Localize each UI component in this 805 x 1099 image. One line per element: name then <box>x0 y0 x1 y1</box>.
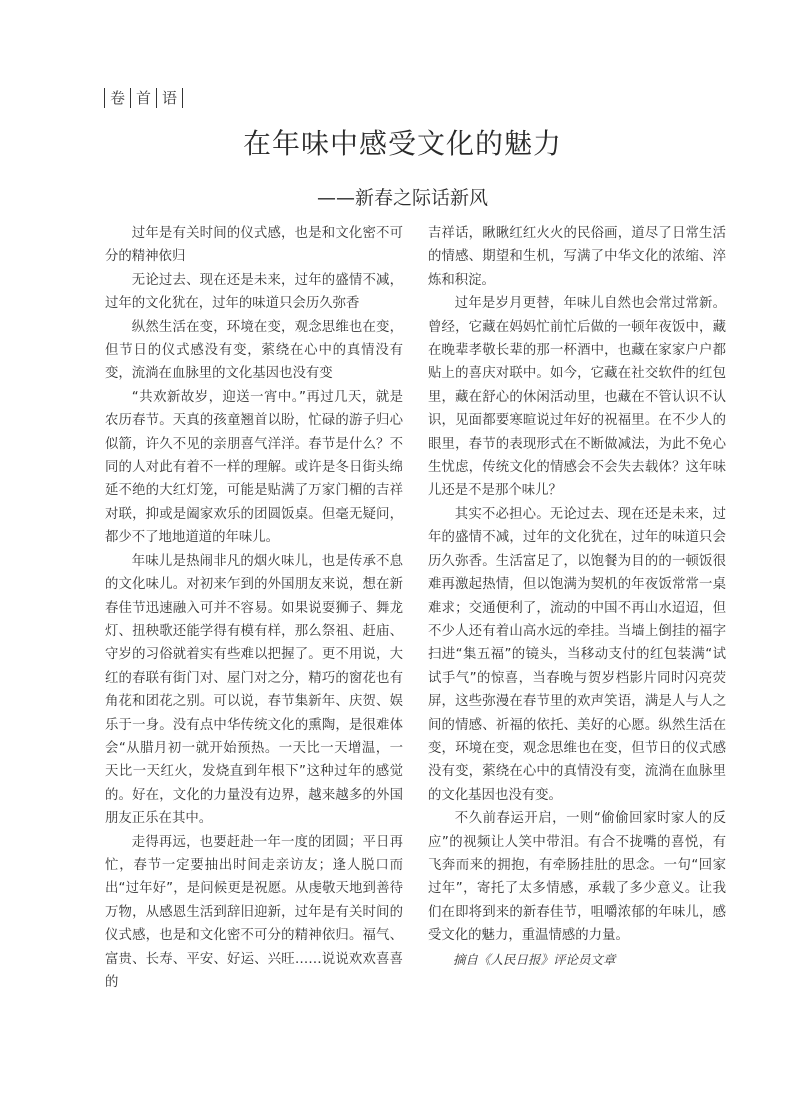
divider <box>104 88 105 108</box>
article-subtitle: ——新春之际话新风 <box>317 187 489 209</box>
right-column <box>428 222 726 971</box>
divider <box>156 88 157 108</box>
paragraph: 过年是岁月更替，年味儿自然也会常过常新。曾经，它藏在妈妈忙前忙后做的一顿年夜饭中，藏在晚辈孝敬长辈的那一杯酒中，也藏在家家户户都贴上的喜庆对联中。如今，它藏在社交软件的红包里，藏在舒心的休闲活动里，也藏在不管认识不认识，见面都要寒暄说过年好的祝福里。在不少人的眼里，春节的表现形式在不断做减法，为此不免心生忧虑，传统文化的情感会不会失去载体？这年味儿还是不是那个味儿？ <box>428 296 726 499</box>
paragraph: 其实不必担心。无论过去、现在还是未来，过年的盛情不减，过年的文化犹在，过年的味道只会历久弥香。生活富足了，以饱餐为目的的一顿饭很难再激起热情，但以饱满为契机的年夜饭常常一桌难求；交通便利了，流动的中国不再山水迢迢，但不少人还有着山高水远的牵挂。当墙上倒挂的福字扫进“集五福”的镜头，当移动支付的红包装满“试试手气”的惊喜，当春晚与贺岁档影片同时闪亮荧屏，这些弥漫在春节里的欢声笑语，满是人与人之间的情感、祈福的依托、美好的心愿。纵然生活在变，环境在变，观念思维也在变，但节日的仪式感没有变，萦绕在心中的真情没有变，流淌在血脉里的文化基因也没有变。 <box>428 506 726 803</box>
divider <box>130 88 131 108</box>
left-column <box>105 222 403 994</box>
paragraph: 不久前春运开启，一则“偷偷回家时家人的反应”的视频让人笑中带泪。有合不拢嘴的喜悦，有飞奔而来的拥抱，有牵肠挂肚的思念。一句“回家过年”，寄托了太多情感，承载了多少意义。让我们在即将到来的新春佳节，咀嚼浓郁的年味儿，感受文化的魅力，重温情感的力量。 <box>428 811 726 944</box>
paragraph: 走得再远，也要赶赴一年一度的团圆；平日再忙，春节一定要抽出时间走亲访友；逢人脱口而出“过年好”，是问候更是祝愿。从虔敬天地到善待万物，从感恩生活到辞旧迎新，过年是有关时间的仪式感，也是和文化密不可分的精神依归。福气、富贵、长寿、平安、好运、兴旺……说说欢欢喜喜的 <box>105 834 403 990</box>
section-label-char: 首 <box>136 89 152 107</box>
paragraph-continued: 吉祥话，瞅瞅红红火火的民俗画，道尽了日常生活的情感、期望和生机，写满了中华文化的浓缩、淬炼和积淀。 <box>428 226 726 288</box>
section-label-char: 语 <box>162 89 178 107</box>
paragraph: 无论过去、现在还是未来，过年的盛情不减，过年的文化犹在，过年的味道只会历久弥香 <box>105 272 403 312</box>
source-attribution: 摘自《人民日报》评论员文章 <box>453 951 616 967</box>
paragraph: 过年是有关时间的仪式感，也是和文化密不可分的精神依归 <box>105 226 403 265</box>
article-title: 在年味中感受文化的魅力 <box>242 127 562 160</box>
section-label-char: 卷 <box>110 89 126 107</box>
section-label <box>104 87 188 109</box>
paragraph: 年味儿是热闹非凡的烟火味儿，也是传承不息的文化味儿。对初来乍到的外国朋友来说，想在新春佳节迅速融入可并不容易。如果说耍狮子、舞龙灯、扭秧歌还能学得有模有样，那么祭祖、赶庙、守岁的习俗就着实有些难以把握了。更不用说，大红的春联有街门对、屋门对之分，精巧的窗花也有角花和团花之别。可以说，春节集新年、庆贺、娱乐于一身。没有点中华传统文化的熏陶，是很难体会“从腊月初一就开始预热。一天比一天增温，一天比一天红火，发烧直到年根下”这种过年的感觉的。好在，文化的力量没有边界，越来越多的外国朋友正乐在其中。 <box>105 553 403 827</box>
paragraph: 纵然生活在变，环境在变，观念思维也在变，但节日的仪式感没有变，萦绕在心中的真情没有变，流淌在血脉里的文化基因也没有变 <box>105 319 403 382</box>
paragraph: “共欢新故岁，迎送一宵中。”再过几天，就是农历春节。天真的孩童翘首以盼，忙碌的游子归心似箭，许久不见的亲朋喜气洋洋。春节是什么？不同的人对此有着不一样的理解。或许是冬日街头绵延不绝的大红灯笼，可能是贴满了万家门楣的吉祥对联，抑或是阖家欢乐的团圆饭桌。但毫无疑问，都少不了地地道道的年味儿。 <box>105 389 403 546</box>
divider <box>182 88 183 108</box>
